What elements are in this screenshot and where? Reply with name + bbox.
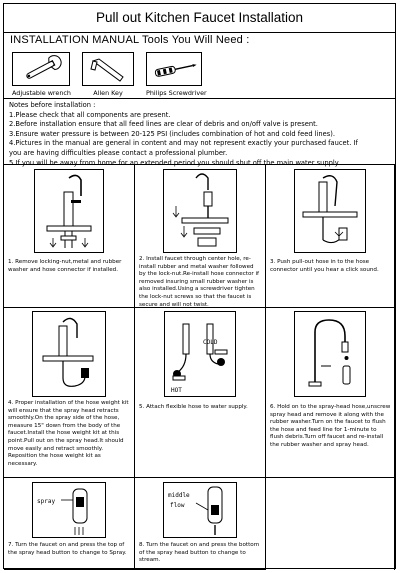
step-6-text: 6. Hold on to the spray-head hose,unscrew spray head and remove it along with the rubber washer.Turn on the faucet to flush the hose and feed line for 1-minute to flush debris.Turn off faucet and re-install the rubber washer and spray head. [270, 404, 391, 448]
tool-label: Philips Screwdriver [146, 89, 207, 97]
manual-sheet [3, 3, 396, 569]
note-line: 4.Pictures in the manual are general in content and may not represent exactly your purchased faucet. If [9, 139, 358, 148]
step-4-text: 4. Proper installation of the hose weight kit will ensure that the spray head retracts smoothly.On the spray side of the hose, measure 15" down from the body of the faucet.Install the hose weight kit at this point.Pull out on the spray head.It should move easily and retract smoothly. Reposition the hose weight kit as necessary. [8, 400, 129, 467]
step-2 [135, 165, 266, 308]
step-1-text: 1. Remove locking-nut,metal and rubber washer and hose connector if installed. [8, 259, 122, 273]
flow-label: flow [170, 502, 185, 509]
tool-allen-key [82, 52, 134, 97]
step-5 [135, 308, 266, 478]
divider [4, 98, 395, 99]
notes-heading: Notes before installation : [9, 101, 96, 109]
note-line: 5.If you will be away from home for an extended period you should shut off the main water supply. [9, 158, 340, 167]
tool-philips-screwdriver [146, 52, 207, 97]
step-3 [266, 165, 395, 308]
step-4-figure [32, 311, 106, 397]
allen-key-icon [82, 52, 134, 86]
screwdriver-icon [146, 52, 202, 86]
step-4 [4, 308, 135, 478]
step-6-figure [294, 311, 366, 397]
note-line: 2.Before installation ensure that all feed lines are clear of debris and on/off valve is present. [9, 120, 318, 129]
step-3-figure [294, 169, 366, 253]
notes-section [9, 101, 391, 168]
tool-adjustable-wrench [12, 52, 70, 97]
step-3-text: 3. Push pull-out hose in to the hose connector until you hear a click sound. [270, 259, 379, 273]
note-line: 1.Please check that all components are present. [9, 110, 171, 119]
step-2-figure [163, 169, 237, 253]
step-1-figure [34, 169, 104, 253]
adjustable-wrench-icon [12, 52, 70, 86]
hot-label: HOT [171, 387, 182, 394]
step-8-text: 8. Turn the faucet on and press the bottom of the spray head button to change to stream. [139, 542, 260, 564]
step-7-figure [32, 482, 106, 538]
note-line: you are having difficulties please contact a professional plumber. [9, 148, 228, 157]
cold-label: COLD [203, 339, 218, 346]
step-1 [4, 165, 135, 308]
empty-cell [266, 478, 395, 570]
step-8 [135, 478, 266, 570]
step-6 [266, 308, 395, 478]
step-5-figure [164, 311, 236, 397]
tool-label: Adjustable wrench [12, 89, 71, 97]
middle-label: middle [168, 492, 190, 499]
page-title: Pull out Kitchen Faucet Installation [4, 4, 395, 33]
manual-heading: INSTALLATION MANUAL Tools You Will Need : [10, 34, 250, 46]
steps-grid [4, 164, 395, 564]
step-8-figure [163, 482, 237, 538]
step-2-text: 2. Install faucet through center hole, re-install rubber and metal washer followed by the lock-nut.Re-install hose connector if removed insuring small rubber washer is also installed.Using a screwdriver tighten the lock-nut screws so that the faucet is secure and will not twist. [139, 256, 260, 308]
spray-label: spray [37, 498, 56, 505]
step-5-text: 5. Attach flexible hose to water supply. [139, 404, 248, 410]
step-7 [4, 478, 135, 570]
step-7-text: 7. Turn the faucet on and press the top of the spray head button to change to Spray. [8, 542, 127, 556]
tool-label: Allen Key [93, 89, 123, 97]
note-line: 3.Ensure water pressure is between 20-125 PSI (includes combination of hot and cold feed lines). [9, 129, 336, 138]
